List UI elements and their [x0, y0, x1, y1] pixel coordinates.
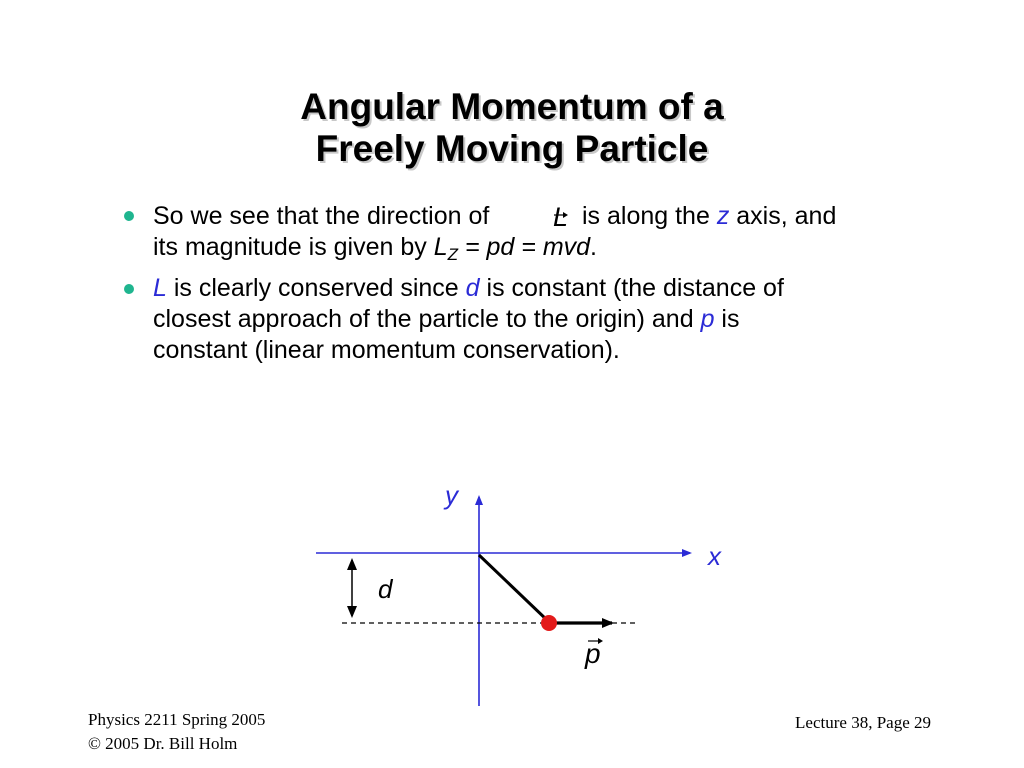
- bullet-2-d: d: [465, 274, 480, 302]
- bullet-1-L: L: [433, 233, 448, 261]
- footer-left: [88, 708, 265, 756]
- bullet-2-text-b: is constant (the distance of: [486, 274, 784, 302]
- slide-title-line-1: Angular Momentum of a: [300, 86, 724, 127]
- bullet-2-text-a: is clearly conserved since: [173, 274, 459, 302]
- bullet-2-line-3-text: constant (linear momentum conservation).: [153, 336, 620, 364]
- bullet-1-text-a: So we see that the direction of: [153, 202, 490, 230]
- footer-copyright: © 2005 Dr. Bill Holm: [88, 734, 238, 753]
- footer-page-number: Lecture 38, Page 29: [795, 713, 931, 732]
- footer-course: Physics 2211 Spring 2005: [88, 710, 266, 729]
- bullet-1-subscript: Z: [447, 245, 459, 264]
- d-label: d: [378, 574, 393, 604]
- x-axis-label: x: [708, 541, 721, 571]
- y-axis-label: y: [445, 480, 458, 510]
- bullet-2-L: L: [153, 274, 167, 302]
- vector-letter-L: L: [553, 202, 569, 232]
- p-label: p: [585, 638, 601, 669]
- particle-dot: [541, 615, 557, 631]
- slide-title-line-2: Freely Moving Particle: [315, 128, 709, 169]
- bullet-2-p: p: [700, 305, 715, 333]
- bullet-1-period: .: [590, 233, 597, 261]
- bullet-1-equation: = pd = mvd: [464, 233, 591, 261]
- bullet-1-line-2-text: its magnitude is given by: [153, 233, 427, 261]
- bullet-2-line-2-text: closest approach of the particle to the origin) and: [153, 305, 694, 333]
- position-line: [479, 555, 548, 621]
- bullet-1-text-c: axis, and: [736, 202, 837, 230]
- bullet-1-text-b: is along the: [582, 202, 710, 230]
- bullet-2-line-2-end: is: [721, 305, 740, 333]
- bullet-1-z: z: [716, 202, 730, 230]
